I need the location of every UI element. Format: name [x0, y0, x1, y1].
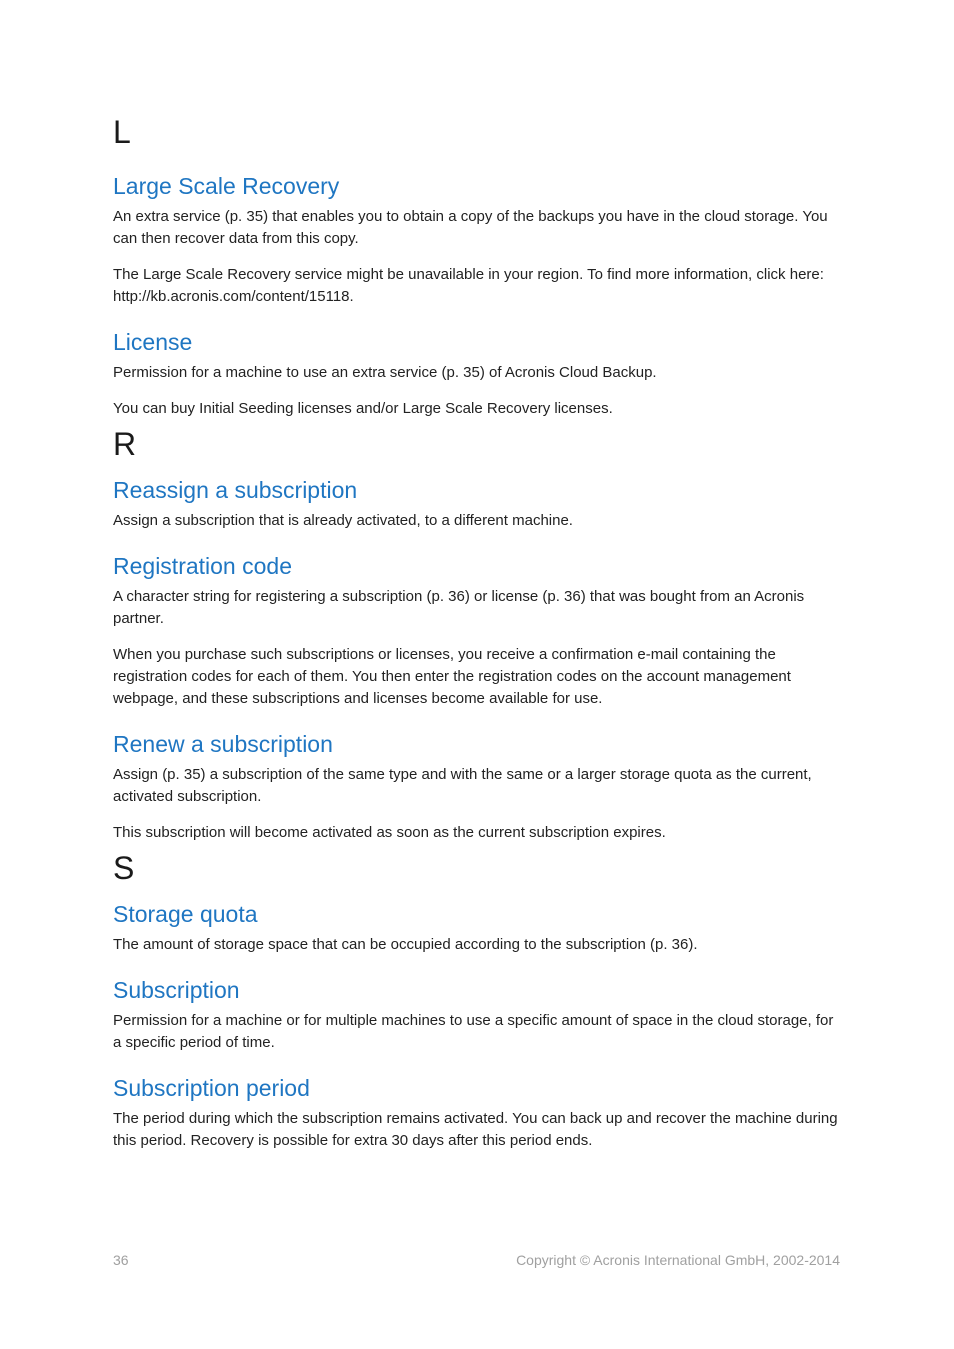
definition-paragraph: Assign a subscription that is already activated, to a different machine. — [113, 512, 573, 529]
glossary-entry-subscription-period — [113, 1074, 843, 1152]
copyright-notice: Copyright © Acronis International GmbH, 2002-2014 — [516, 1252, 840, 1268]
definition-paragraph: The period during which the subscription remains activated. You can back up and recover the machine during this period. Recovery is possible for extra 30 days after this period ends. — [113, 1110, 838, 1149]
definition-paragraph: Permission for a machine to use an extra service (p. 35) of Acronis Cloud Backup. — [113, 364, 657, 381]
glossary-entry-renew-subscription — [113, 730, 843, 844]
page-number: 36 — [113, 1252, 129, 1268]
section-letter: R — [113, 426, 137, 462]
section-letter: S — [113, 850, 135, 886]
term-heading: Subscription period — [113, 1075, 310, 1101]
definition-paragraph: When you purchase such subscriptions or licenses, you receive a confirmation e-mail containing the registration codes for each of them. You then enter the registration codes on the account management webpage, and these subscriptions and licenses become available for use. — [113, 646, 791, 707]
term-heading: License — [113, 329, 193, 355]
definition-paragraph: The amount of storage space that can be occupied according to the subscription (p. 36). — [113, 936, 698, 953]
glossary-entry-large-scale-recovery — [113, 172, 843, 308]
term-heading: Subscription — [113, 977, 240, 1003]
definition-paragraph: You can buy Initial Seeding licenses and/or Large Scale Recovery licenses. — [113, 400, 613, 417]
glossary-content — [113, 112, 843, 1166]
glossary-entry-license — [113, 328, 843, 420]
glossary-section-l — [113, 112, 843, 420]
glossary-section-r — [113, 424, 843, 844]
definition-paragraph: Assign (p. 35) a subscription of the same type and with the same or a larger storage quota as the current, activated subscription. — [113, 766, 812, 805]
glossary-entry-reassign-subscription — [113, 476, 843, 532]
term-heading: Storage quota — [113, 901, 258, 927]
term-heading: Renew a subscription — [113, 731, 333, 757]
term-heading: Large Scale Recovery — [113, 173, 340, 199]
glossary-entry-subscription — [113, 976, 843, 1054]
term-heading: Reassign a subscription — [113, 477, 358, 503]
definition-paragraph: This subscription will become activated as soon as the current subscription expires. — [113, 824, 666, 841]
definition-paragraph: Permission for a machine or for multiple machines to use a specific amount of space in the cloud storage, for a specific period of time. — [113, 1012, 834, 1051]
glossary-entry-storage-quota — [113, 900, 843, 956]
definition-paragraph: A character string for registering a subscription (p. 36) or license (p. 36) that was bought from an Acronis partner. — [113, 588, 805, 627]
glossary-section-s — [113, 848, 843, 1152]
term-heading: Registration code — [113, 553, 292, 579]
section-letter: L — [113, 114, 131, 150]
definition-paragraph: The Large Scale Recovery service might be unavailable in your region. To find more information, click here: http://kb.acronis.com/content/15118. — [113, 266, 824, 305]
glossary-entry-registration-code — [113, 552, 843, 710]
definition-paragraph: An extra service (p. 35) that enables you to obtain a copy of the backups you have in the cloud storage. You can then recover data from this copy. — [113, 208, 828, 247]
